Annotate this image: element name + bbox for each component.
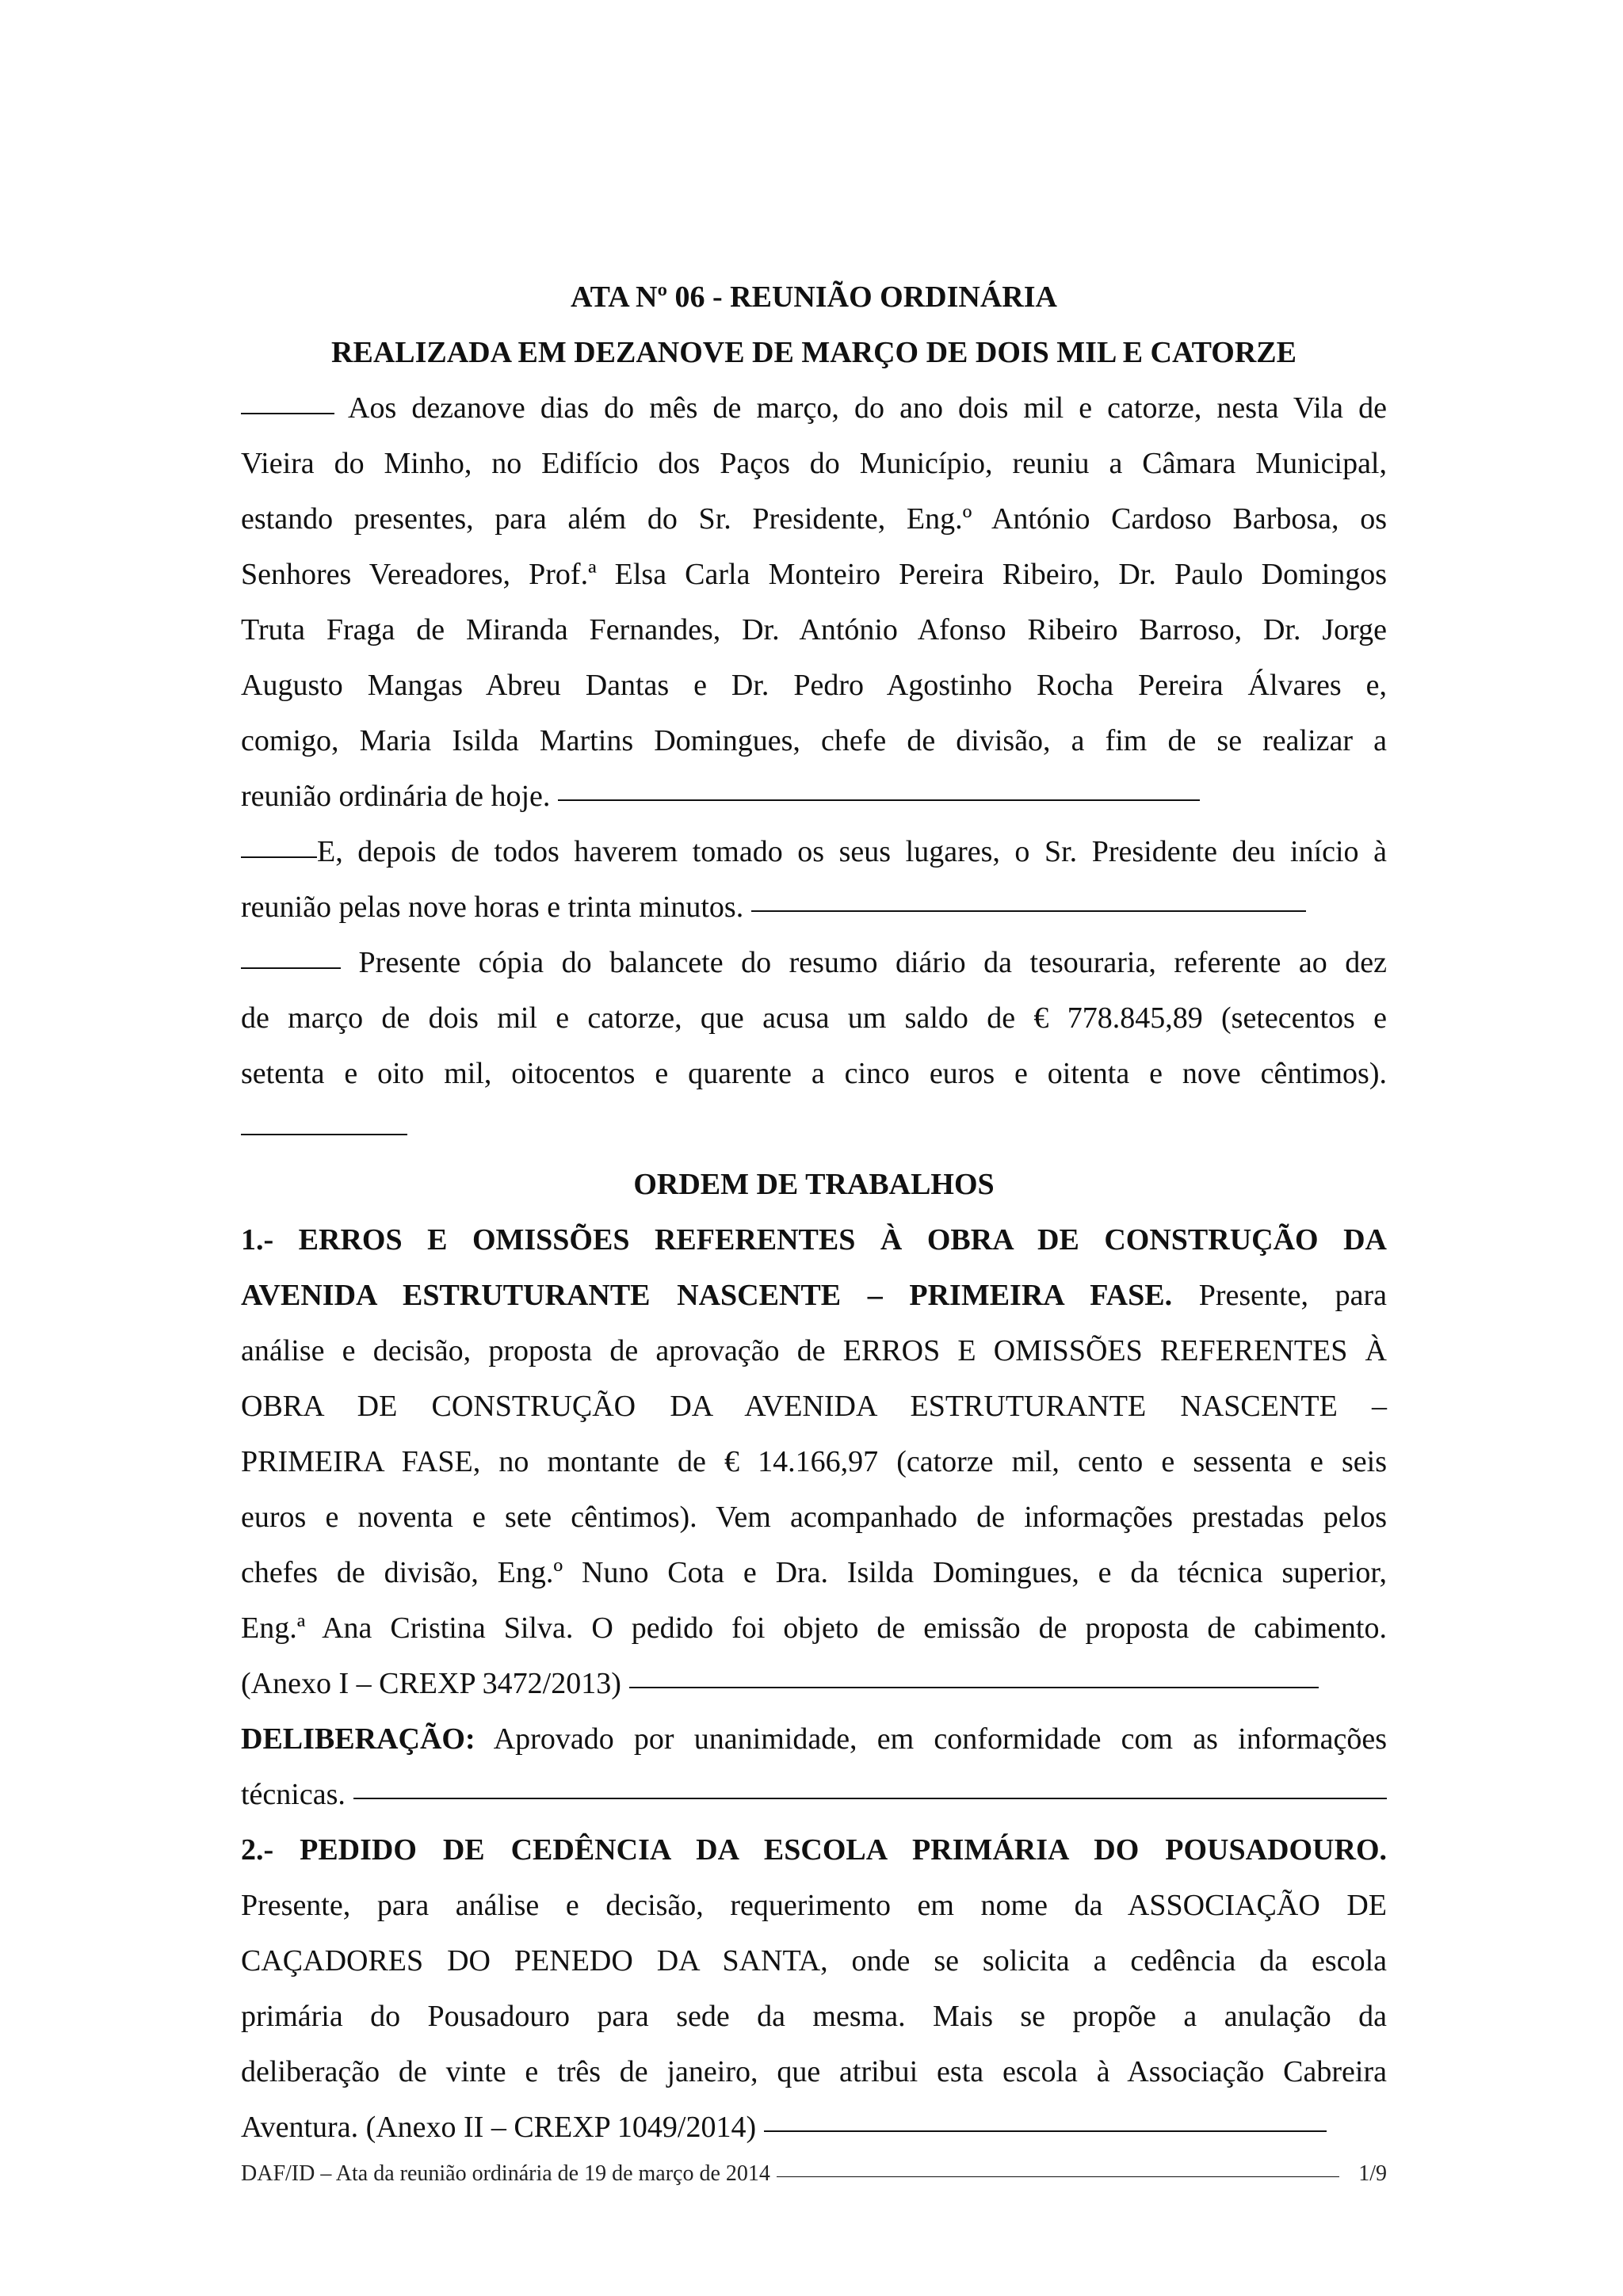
agenda-heading: ORDEM DE TRABALHOS <box>633 1168 995 1201</box>
item1-body-line-5: chefes de divisão, Eng.º Nuno Cota e Dra. Isilda Domingues, e da técnica superior, <box>241 1556 1387 1589</box>
item1-title-line-2: AVENIDA ESTRUTURANTE NASCENTE – PRIMEIRA FASE. Presente, para <box>241 1279 1387 1312</box>
footer-rule <box>777 2176 1339 2177</box>
intro-line-8: reunião ordinária de hoje. <box>241 769 1387 824</box>
document-title: ATA Nº 06 - REUNIÃO ORDINÁRIA <box>571 280 1057 314</box>
balance-line-2: de março de dois mil e catorze, que acusa um saldo de € 778.845,89 (setecentos e <box>241 1001 1387 1035</box>
opening-line-2: reunião pelas nove horas e trinta minutos. <box>241 879 1387 935</box>
intro-line-1: Aos dezanove dias do mês de março, do ano dois mil e catorze, nesta Vila de <box>241 380 1387 436</box>
opening-line-1: E, depois de todos haverem tomado os seus lugares, o Sr. Presidente deu início à <box>241 824 1387 879</box>
item1-deliberation-end: técnicas. <box>241 1767 1387 1822</box>
intro-line-4: Senhores Vereadores, Prof.ª Elsa Carla Monteiro Pereira Ribeiro, Dr. Paulo Domingos <box>241 558 1387 591</box>
item1-deliberation-line: DELIBERAÇÃO: Aprovado por unanimidade, em conformidade com as informações <box>241 1722 1387 1756</box>
item1-body-line-3: PRIMEIRA FASE, no montante de € 14.166,97 (catorze mil, cento e sessenta e seis <box>241 1445 1387 1478</box>
item1-body-line-1: análise e decisão, proposta de aprovação de ERROS E OMISSÕES REFERENTES À <box>241 1334 1387 1367</box>
intro-line-7: comigo, Maria Isilda Martins Domingues, chefe de divisão, a fim de se realizar a <box>241 724 1387 757</box>
balance-line-3: setenta e oito mil, oitocentos e quarente a cinco euros e oitenta e nove cêntimos). <box>241 1057 1387 1090</box>
item1-body-line-2: OBRA DE CONSTRUÇÃO DA AVENIDA ESTRUTURANTE NASCENTE – <box>241 1390 1387 1423</box>
item1-body-line-4: euros e noventa e sete cêntimos). Vem acompanhado de informações prestadas pelos <box>241 1501 1387 1534</box>
item1-title-line-1: 1.- ERROS E OMISSÕES REFERENTES À OBRA DE CONSTRUÇÃO DA <box>241 1223 1387 1257</box>
balance-blank-line <box>241 1101 1387 1157</box>
footer-text: DAF/ID – Ata da reunião ordinária de 19 de março de 2014 <box>241 2161 770 2186</box>
intro-line-3: estando presentes, para além do Sr. Presidente, Eng.º António Cardoso Barbosa, os <box>241 502 1387 536</box>
item2-title: 2.- PEDIDO DE CEDÊNCIA DA ESCOLA PRIMÁRIA DO POUSADOURO. <box>241 1833 1387 1867</box>
page-number: 1/9 <box>1358 2161 1387 2186</box>
balance-line-1: Presente cópia do balancete do resumo diário da tesouraria, referente ao dez <box>241 935 1387 990</box>
item1-body-line-6: Eng.ª Ana Cristina Silva. O pedido foi objeto de emissão de proposta de cabimento. <box>241 1611 1387 1645</box>
document-page <box>241 269 1387 2155</box>
item2-body-line-3: primária do Pousadouro para sede da mesma. Mais se propõe a anulação da <box>241 2000 1387 2033</box>
intro-line-2: Vieira do Minho, no Edifício dos Paços do Município, reuniu a Câmara Municipal, <box>241 447 1387 480</box>
item2-body-line-1: Presente, para análise e decisão, requerimento em nome da ASSOCIAÇÃO DE <box>241 1889 1387 1922</box>
intro-line-5: Truta Fraga de Miranda Fernandes, Dr. António Afonso Ribeiro Barroso, Dr. Jorge <box>241 613 1387 646</box>
document-subtitle: REALIZADA EM DEZANOVE DE MARÇO DE DOIS MIL E CATORZE <box>331 336 1296 369</box>
intro-line-6: Augusto Mangas Abreu Dantas e Dr. Pedro Agostinho Rocha Pereira Álvares e, <box>241 669 1387 702</box>
item2-body-line-2: CAÇADORES DO PENEDO DA SANTA, onde se solicita a cedência da escola <box>241 1944 1387 1978</box>
item1-annex-line: (Anexo I – CREXP 3472/2013) <box>241 1656 1387 1711</box>
item2-body-line-4: deliberação de vinte e três de janeiro, que atribui esta escola à Associação Cabreira <box>241 2055 1387 2088</box>
item2-annex-line: Aventura. (Anexo II – CREXP 1049/2014) <box>241 2100 1387 2155</box>
page-footer <box>241 2161 1387 2187</box>
